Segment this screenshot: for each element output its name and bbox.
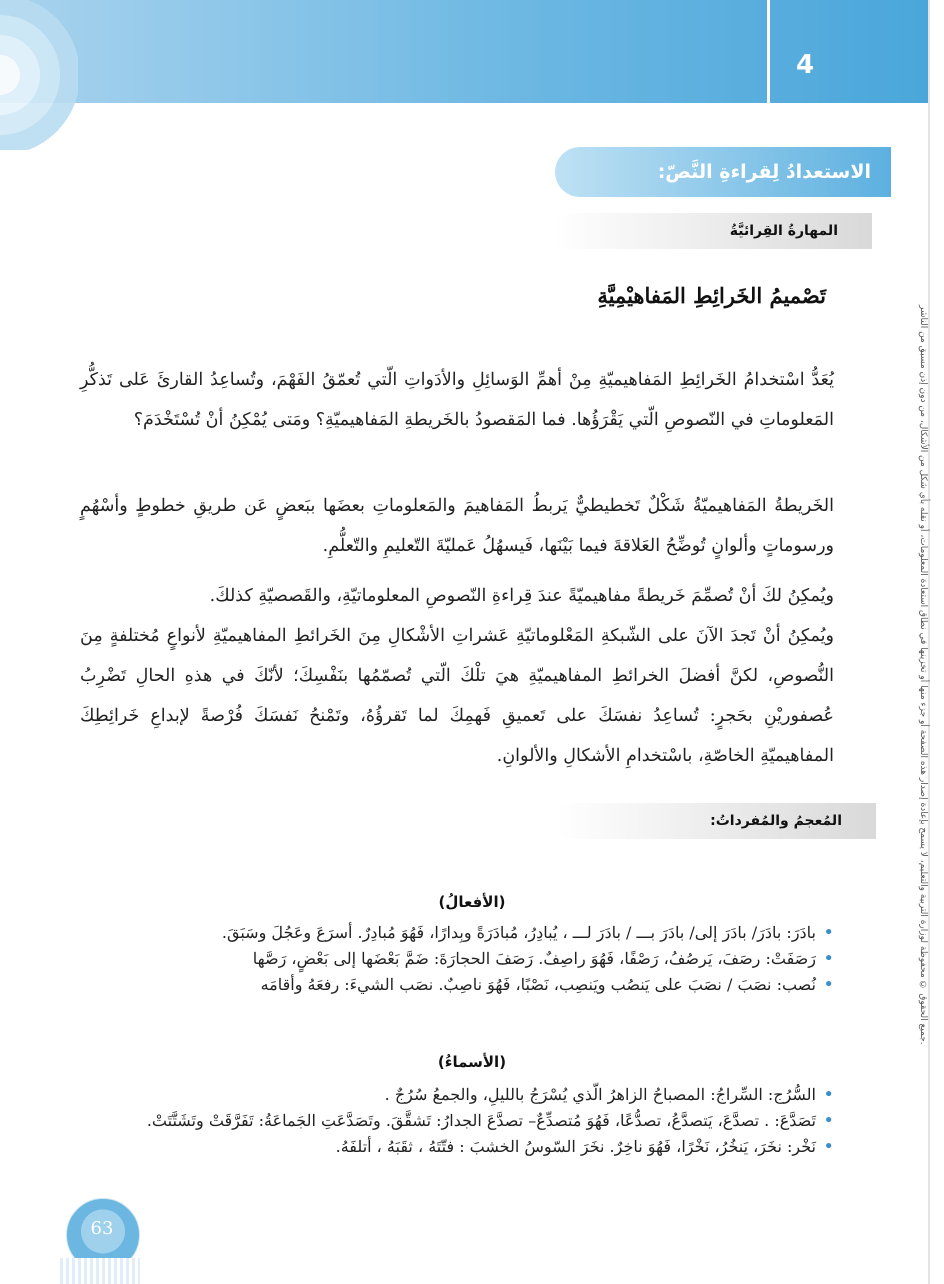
paragraph-benefits: ويُمكِنُ أنْ تَجدَ الآنَ على الشّبكةِ المَعْلوماتيّةِ عَشراتِ الأشْكالِ مِنَ الخَرائطِ المفاهيميّةِ لأنواعٍ مُختلفةٍ مِنَ النُّصوصِ، لكنَّ أفضلَ الخرائطِ المفاهيميّةِ هيَ تلْكَ الّتي تُصمّمُها بنَفْسِكَ؛ لأنّكَ في هذهِ الحالِ تَضْرِبُ عُصفوريْنِ بحَجرٍ: تُساعِدُ نفسَكَ على تَعميقِ فَهمِكَ لما تَقرؤُهُ، وتَمْنحُ نَفسَكَ فُرْصةً لإبداعِ خَرائِطِكَ المفاهيميّةِ الخاصّةِ، باسْتخدامِ الأشكالِ والألوانِ. (80, 626, 834, 766)
section-subtitle: المهارةُ القِرائيَّةُ (552, 213, 872, 249)
paragraph-intro: يُعَدُّ اسْتخدامُ الخَرائِطِ المَفاهيميّةِ مِنْ أهمِّ الوَسائِلِ والأدَواتِ الّتي تُعمّقُ الفَهْمَ، وتُساعِدُ القارئَ عَلى تَذكُّرِ المَعلوماتِ في النّصوصِ الّتي يَقْرَؤُها. فما المَقصودُ بالخَريطةِ المَفاهيميّةِ؟ ومَتى يُمْكِنُ أنْ تُسْتَخْدَمَ؟ (80, 370, 834, 430)
paragraph-definition: الخَريطةُ المَفاهيميّةُ شَكْلٌ تَخطيطيٌّ يَربطُ المَفاهيمَ والمَعلوماتِ بعضَها ببَعضٍ عَن طريقِ خطوطٍ وأسْهُمٍ ورسوماتٍ وألوانٍ تُوضِّحُ العَلاقةَ فيما بَيْنَها، فَيسهُلُ عَمليّةَ التّعليمِ والتّعلُّمِ. (80, 496, 834, 556)
nouns-heading: (الأسماءُ) (437, 1053, 507, 1071)
list-item: • تَصَدَّعَ: . تصدَّعَ، يَتصدَّعُ، تصدُّعًا، فَهُوَ مُتصدِّعٌ– تصدَّعَ الجدارُ: تَشقَّقَ. وتَصَدَّعَتِ الجَماعَةُ: تَفَرَّقَتْ وتَشَتَّتَتْ. (60, 1108, 834, 1134)
verbs-list (60, 920, 834, 998)
header-separator (767, 0, 770, 103)
page-number: 63 (90, 1218, 114, 1239)
bottom-decoration (60, 1258, 140, 1284)
nouns-list (60, 1082, 834, 1160)
corner-decoration (0, 0, 78, 150)
copyright-side-note: جميع الحقوق © محفوظة لوزارة التربية والتعليم، لا يسمح بإعادة إصدار هذه الصفحة أو جزء منها أو تخزينها في نطاق استعادة المعلومات، أو نقله بأي شكل من الأشكال، من دون إذن مسبق من الناشر. (918, 305, 928, 1045)
list-item: • رَصَفَتْ: رصَفَ، يَرصُفُ، رَصْفًا، فَهُوَ راصِفٌ. رَصَفَ الحجارَةَ: ضَمَّ بَعْضَها إلى بَعْضٍ، رَصَّها (60, 946, 834, 972)
verbs-heading: (الأفعالُ) (438, 893, 506, 911)
list-item: • نَخْر: نخَرَ، يَنخُرُ، نَخْرًا، فَهُوَ ناخِرٌ. نخَرَ السّوسُ الخشبَ : فتّتَهُ ، ثقَبَهُ ، أتلفَهُ. (60, 1134, 834, 1160)
vocab-section-title: المُعجمُ والمُفرداتُ: (556, 803, 876, 839)
section-title: الاستعدادُ لِقراءةِ النَّصّ: (555, 147, 891, 197)
list-item: • بادَرَ: بادَرَ/ بادَرَ إلى/ بادَرَ بـــ / بادَرَ لـــ ، يُبادِرُ، مُبادَرَةً وبِدارًا، فَهُوَ مُبادِرٌ. أسرَعَ وعَجُلَ وسَبَقَ. (60, 920, 834, 946)
paragraph-usage: ويُمكِنُ لكَ أنْ تُصمِّمَ خَريطةً مفاهيميّةً عندَ قِراءةِ النّصوصِ المعلوماتيّةِ، والقَصصيّةِ كذلكَ. (209, 586, 834, 606)
list-item: • السُّرُج: السِّراجُ: المصباحُ الزاهرُ الّذي يُسْرَجُ بالليلِ، والجمعُ سُرُجٌ . (60, 1082, 834, 1108)
chapter-number: 4 (795, 50, 815, 80)
margin-rule (928, 0, 930, 1284)
page-title: تَصْميمُ الخَرائِطِ المَفاهيْمِيَّةِ (597, 283, 826, 308)
list-item: • نُصب: نصَبَ / نصَبَ على يَنصُب ويَنصِب، نَصْبًا، فَهُوَ ناصِبٌ. نصَب الشيءَ: رفعَهُ وأقامَه (60, 972, 834, 998)
